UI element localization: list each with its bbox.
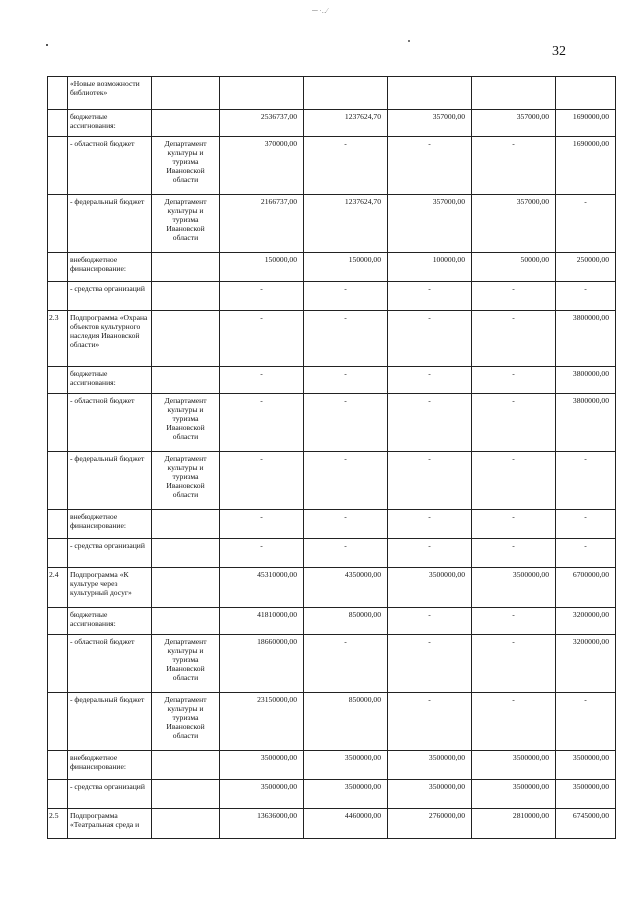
amount-cell: - — [220, 394, 304, 452]
item-name-cell: - средства организаций — [68, 780, 152, 809]
amount-cell: 6745000,00 — [556, 809, 616, 839]
responsible-cell — [152, 367, 220, 394]
table-row — [48, 253, 616, 282]
amount-cell: - — [220, 452, 304, 510]
responsible-cell — [152, 539, 220, 568]
row-number-cell — [48, 195, 68, 253]
item-name-cell: - средства организаций — [68, 282, 152, 311]
amount-cell: 23150000,00 — [220, 693, 304, 751]
amount-cell: - — [304, 311, 388, 367]
responsible-cell — [152, 253, 220, 282]
amount-cell: 3500000,00 — [556, 780, 616, 809]
amount-cell: - — [220, 311, 304, 367]
amount-cell: 1690000,00 — [556, 110, 616, 137]
row-number-cell — [48, 282, 68, 311]
amount-cell: 3200000,00 — [556, 635, 616, 693]
responsible-cell — [152, 110, 220, 137]
item-name-cell: Подпрограмма «Театральная среда и — [68, 809, 152, 839]
item-name-cell: бюджетные ассигнования: — [68, 608, 152, 635]
table-row — [48, 608, 616, 635]
table-row — [48, 693, 616, 751]
amount-cell: 357000,00 — [472, 110, 556, 137]
amount-cell: 18660000,00 — [220, 635, 304, 693]
row-number-cell — [48, 394, 68, 452]
amount-cell: 4350000,00 — [304, 568, 388, 608]
table-row — [48, 110, 616, 137]
responsible-cell: Департамент культуры и туризма Ивановской области — [152, 452, 220, 510]
amount-cell: 150000,00 — [304, 253, 388, 282]
amount-cell: - — [472, 693, 556, 751]
item-name-cell: «Новые возможности библиотек» — [68, 77, 152, 110]
responsible-cell — [152, 77, 220, 110]
amount-cell: - — [556, 539, 616, 568]
item-name-cell: внебюджетное финансирование: — [68, 510, 152, 539]
amount-cell: - — [388, 137, 472, 195]
amount-cell: - — [388, 452, 472, 510]
amount-cell: 3200000,00 — [556, 608, 616, 635]
item-name-cell: бюджетные ассигнования: — [68, 367, 152, 394]
item-name-cell: внебюджетное финансирование: — [68, 751, 152, 780]
budget-table — [47, 76, 616, 839]
table-row — [48, 367, 616, 394]
responsible-cell — [152, 751, 220, 780]
amount-cell: - — [388, 282, 472, 311]
scan-artifact: ᠆᠆ ·‥⁄ — [312, 7, 328, 15]
amount-cell: - — [556, 510, 616, 539]
amount-cell: 2760000,00 — [388, 809, 472, 839]
amount-cell: 2810000,00 — [472, 809, 556, 839]
amount-cell: 3500000,00 — [304, 751, 388, 780]
amount-cell: - — [220, 282, 304, 311]
amount-cell: 100000,00 — [388, 253, 472, 282]
table-row — [48, 282, 616, 311]
row-number-cell — [48, 452, 68, 510]
amount-cell: - — [304, 510, 388, 539]
amount-cell: - — [388, 367, 472, 394]
row-number-cell — [48, 751, 68, 780]
amount-cell — [472, 77, 556, 110]
row-number-cell: 2.4 — [48, 568, 68, 608]
amount-cell: - — [556, 195, 616, 253]
table-row — [48, 77, 616, 110]
table-row — [48, 751, 616, 780]
amount-cell: 3500000,00 — [220, 751, 304, 780]
scan-speck — [408, 40, 410, 42]
responsible-cell — [152, 510, 220, 539]
table-row — [48, 780, 616, 809]
responsible-cell: Департамент культуры и туризма Ивановской области — [152, 394, 220, 452]
amount-cell: 1237624,70 — [304, 110, 388, 137]
responsible-cell: Департамент культуры и туризма Ивановской области — [152, 693, 220, 751]
amount-cell: 6700000,00 — [556, 568, 616, 608]
row-number-cell — [48, 635, 68, 693]
amount-cell: 150000,00 — [220, 253, 304, 282]
amount-cell: 850000,00 — [304, 608, 388, 635]
amount-cell: 357000,00 — [388, 195, 472, 253]
amount-cell: - — [304, 635, 388, 693]
responsible-cell: Департамент культуры и туризма Ивановской области — [152, 635, 220, 693]
amount-cell: - — [304, 137, 388, 195]
item-name-cell: - федеральный бюджет — [68, 195, 152, 253]
amount-cell: - — [472, 608, 556, 635]
amount-cell: 370000,00 — [220, 137, 304, 195]
scan-speck — [46, 44, 48, 46]
amount-cell: 3500000,00 — [472, 568, 556, 608]
amount-cell: 3500000,00 — [472, 780, 556, 809]
amount-cell: - — [388, 539, 472, 568]
item-name-cell: - областной бюджет — [68, 394, 152, 452]
amount-cell: 3500000,00 — [556, 751, 616, 780]
row-number-cell — [48, 77, 68, 110]
amount-cell: 1690000,00 — [556, 137, 616, 195]
amount-cell: - — [304, 452, 388, 510]
responsible-cell: Департамент культуры и туризма Ивановской области — [152, 195, 220, 253]
responsible-cell — [152, 568, 220, 608]
amount-cell: - — [220, 539, 304, 568]
amount-cell: 357000,00 — [472, 195, 556, 253]
amount-cell: - — [304, 394, 388, 452]
row-number-cell — [48, 539, 68, 568]
amount-cell: 2166737,00 — [220, 195, 304, 253]
amount-cell: - — [472, 367, 556, 394]
amount-cell: 850000,00 — [304, 693, 388, 751]
amount-cell: 50000,00 — [472, 253, 556, 282]
amount-cell: 4460000,00 — [304, 809, 388, 839]
item-name-cell: - областной бюджет — [68, 137, 152, 195]
amount-cell: - — [388, 311, 472, 367]
amount-cell: 3800000,00 — [556, 311, 616, 367]
amount-cell: 3500000,00 — [388, 568, 472, 608]
responsible-cell — [152, 608, 220, 635]
amount-cell: 3500000,00 — [472, 751, 556, 780]
responsible-cell — [152, 780, 220, 809]
amount-cell: 250000,00 — [556, 253, 616, 282]
amount-cell: - — [472, 635, 556, 693]
amount-cell: - — [556, 282, 616, 311]
item-name-cell: бюджетные ассигнования: — [68, 110, 152, 137]
item-name-cell: внебюджетное финансирование: — [68, 253, 152, 282]
amount-cell: - — [556, 693, 616, 751]
amount-cell: - — [388, 394, 472, 452]
table-row — [48, 311, 616, 367]
amount-cell: 3500000,00 — [304, 780, 388, 809]
amount-cell: - — [472, 394, 556, 452]
item-name-cell: Подпрограмма «К культуре через культурный досуг» — [68, 568, 152, 608]
amount-cell: 357000,00 — [388, 110, 472, 137]
amount-cell: 2536737,00 — [220, 110, 304, 137]
row-number-cell — [48, 367, 68, 394]
row-number-cell — [48, 110, 68, 137]
responsible-cell — [152, 809, 220, 839]
row-number-cell: 2.3 — [48, 311, 68, 367]
amount-cell: - — [472, 452, 556, 510]
table-row — [48, 809, 616, 839]
amount-cell — [388, 77, 472, 110]
row-number-cell: 2.5 — [48, 809, 68, 839]
table-row — [48, 452, 616, 510]
amount-cell: - — [304, 539, 388, 568]
responsible-cell — [152, 311, 220, 367]
table-row — [48, 635, 616, 693]
amount-cell: 13636000,00 — [220, 809, 304, 839]
amount-cell: - — [472, 539, 556, 568]
amount-cell: 3800000,00 — [556, 394, 616, 452]
responsible-cell — [152, 282, 220, 311]
amount-cell: - — [220, 367, 304, 394]
amount-cell — [304, 77, 388, 110]
amount-cell: - — [388, 608, 472, 635]
amount-cell: - — [220, 510, 304, 539]
amount-cell: - — [388, 510, 472, 539]
amount-cell: 3500000,00 — [220, 780, 304, 809]
amount-cell: 3800000,00 — [556, 367, 616, 394]
amount-cell: - — [304, 282, 388, 311]
amount-cell: - — [472, 137, 556, 195]
item-name-cell: Подпрограмма «Охрана объектов культурного наследия Ивановской области» — [68, 311, 152, 367]
table-row — [48, 539, 616, 568]
table-row — [48, 195, 616, 253]
amount-cell — [220, 77, 304, 110]
amount-cell: 1237624,70 — [304, 195, 388, 253]
amount-cell: - — [472, 311, 556, 367]
item-name-cell: - федеральный бюджет — [68, 452, 152, 510]
amount-cell: 3500000,00 — [388, 751, 472, 780]
amount-cell: - — [304, 367, 388, 394]
amount-cell — [556, 77, 616, 110]
table-row — [48, 394, 616, 452]
responsible-cell: Департамент культуры и туризма Ивановской области — [152, 137, 220, 195]
amount-cell: - — [472, 282, 556, 311]
item-name-cell: - средства организаций — [68, 539, 152, 568]
row-number-cell — [48, 510, 68, 539]
amount-cell: - — [388, 635, 472, 693]
row-number-cell — [48, 693, 68, 751]
row-number-cell — [48, 608, 68, 635]
amount-cell: - — [556, 452, 616, 510]
amount-cell: 3500000,00 — [388, 780, 472, 809]
amount-cell: 45310000,00 — [220, 568, 304, 608]
table-row — [48, 510, 616, 539]
row-number-cell — [48, 137, 68, 195]
table-row — [48, 137, 616, 195]
amount-cell: 41810000,00 — [220, 608, 304, 635]
table-row — [48, 568, 616, 608]
row-number-cell — [48, 780, 68, 809]
item-name-cell: - областной бюджет — [68, 635, 152, 693]
row-number-cell — [48, 253, 68, 282]
item-name-cell: - федеральный бюджет — [68, 693, 152, 751]
page-number: 32 — [552, 44, 566, 59]
amount-cell: - — [472, 510, 556, 539]
amount-cell: - — [388, 693, 472, 751]
